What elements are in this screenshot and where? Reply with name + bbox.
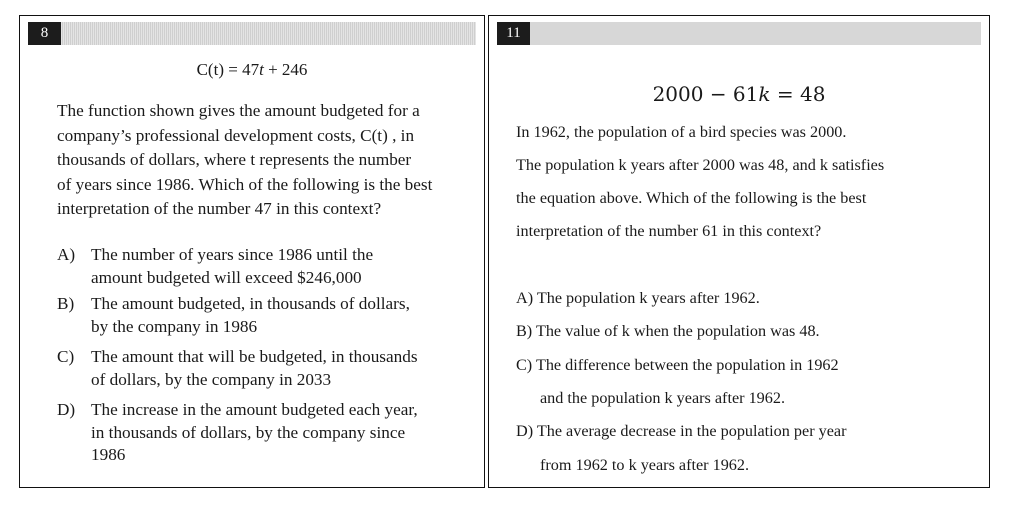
question-number-badge: 11 <box>497 22 530 45</box>
choice-text: 1986 <box>91 445 126 464</box>
choice-c-continued[interactable]: and the population k years after 1962. <box>540 389 785 407</box>
choice-text: The amount budgeted, in thousands of dollars, <box>91 294 410 313</box>
stem-line: thousands of dollars, where t represents the number <box>57 150 412 170</box>
choice-d[interactable] <box>57 399 477 467</box>
formula-variable: k <box>758 82 771 106</box>
formula-lhs: 2000 − 61 <box>652 82 759 106</box>
question-number-badge: 8 <box>28 22 61 45</box>
formula-lhs: C(t) = 47 <box>196 60 260 79</box>
stem-line: company’s professional development costs, C(t) , in <box>57 125 415 145</box>
choice-letter: C) <box>57 347 75 366</box>
question-8-stem <box>57 99 477 222</box>
choice-letter: D) <box>57 400 76 419</box>
formula-rhs: + 246 <box>263 60 308 79</box>
formula-variable: t <box>259 60 264 79</box>
choice-d[interactable]: D) The average decrease in the population per year <box>516 422 847 440</box>
stem-line: interpretation of the number 61 in this context? <box>516 222 822 240</box>
choice-text: The increase in the amount budgeted each year, <box>91 400 418 419</box>
choice-d-continued[interactable]: from 1962 to k years after 1962. <box>540 456 750 474</box>
choice-c[interactable] <box>57 346 477 391</box>
stem-line: The function shown gives the amount budgeted for a <box>57 101 420 120</box>
question-11-panel <box>488 15 990 488</box>
question-11-header-bar <box>497 22 981 45</box>
choice-text: The amount that will be budgeted, in thousands <box>91 347 418 366</box>
choice-c[interactable]: C) The difference between the population in 1962 <box>516 356 839 374</box>
stem-line: The population k years after 2000 was 48, and k satisfies <box>516 156 885 174</box>
stem-line: of years since 1986. Which of the following is the best <box>57 174 433 194</box>
choice-a[interactable]: A) The population k years after 1962. <box>516 289 760 307</box>
population-equation <box>489 82 989 106</box>
stem-line: the equation above. Which of the following is the best <box>516 189 867 207</box>
question-8-header-bar <box>28 22 476 45</box>
choice-letter: B) <box>57 294 75 313</box>
choice-text: of dollars, by the company in 2033 <box>91 369 332 389</box>
formula-rhs: = 48 <box>770 82 826 106</box>
choice-letter: A) <box>57 245 76 264</box>
choice-text: in thousands of dollars, by the company since <box>91 422 406 442</box>
choice-b[interactable] <box>57 293 477 338</box>
stem-line: interpretation of the number 47 in this context? <box>57 199 382 219</box>
choice-text: The number of years since 1986 until the <box>91 245 374 264</box>
choice-text: by the company in 1986 <box>91 316 258 336</box>
stem-line: In 1962, the population of a bird species was 2000. <box>516 123 847 141</box>
choice-a[interactable] <box>57 244 477 289</box>
question-8-panel <box>19 15 485 488</box>
choice-b[interactable]: B) The value of k when the population was 48. <box>516 322 820 340</box>
choice-text: amount budgeted will exceed $246,000 <box>91 267 362 287</box>
budget-function-formula <box>20 60 484 80</box>
